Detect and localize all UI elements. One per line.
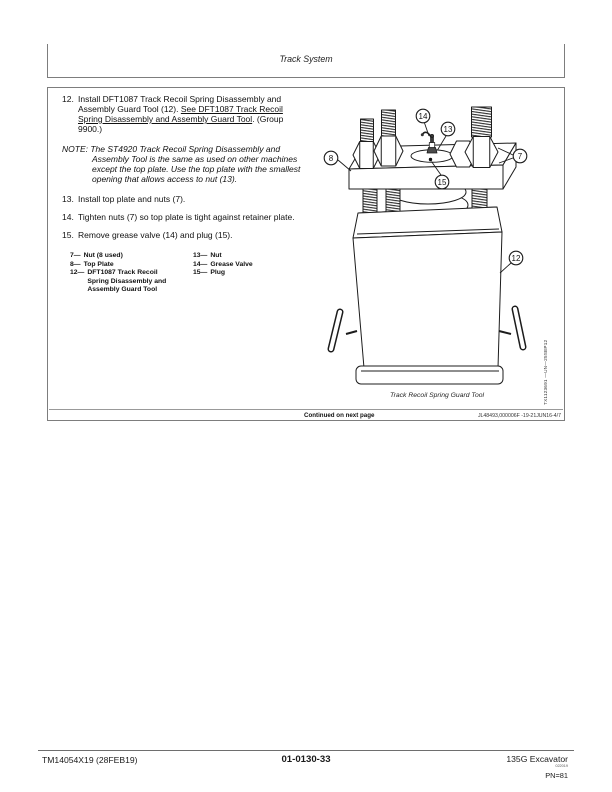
figure-caption: Track Recoil Spring Guard Tool (389, 392, 485, 399)
note-prefix: NOTE: (62, 144, 88, 154)
step-12 (62, 94, 305, 134)
callout-8 (324, 151, 338, 165)
page-title: Track System (279, 54, 333, 64)
step-text (78, 94, 305, 134)
step-number: 15. (62, 230, 74, 240)
footer-rule (38, 750, 574, 751)
note-block (62, 144, 305, 184)
header-bottom-rule (47, 77, 565, 78)
parts-legend (62, 252, 305, 295)
legend-column-2 (193, 252, 293, 295)
step-text: Install top plate and nuts (7). (78, 194, 186, 204)
legend-label: Plug (210, 269, 226, 276)
footer-right-block (506, 754, 568, 780)
legend-label: Nut (8 used) (83, 252, 123, 259)
svg-text:8: 8 (328, 153, 334, 163)
plug (429, 158, 432, 161)
legend-item (193, 269, 293, 278)
legend-item (70, 261, 193, 270)
svg-text:15: 15 (437, 177, 447, 187)
step-text: Remove grease valve (14) and plug (15). (78, 230, 233, 240)
legend-label: Nut (210, 252, 222, 259)
legend-number: 12— (70, 269, 85, 276)
stud-nut-left-back (353, 119, 380, 169)
legend-column-1 (70, 252, 193, 295)
document-id: JL48493,000006F -19-21JUN16-4/7 (477, 412, 561, 419)
stud-nut-right-front (465, 107, 498, 168)
footer-manual-id: TM14054X19 (28FEB19) (42, 755, 138, 765)
figure-image-id: TX1123691 —UN—25SEP12 (543, 339, 548, 405)
callout-14 (416, 109, 430, 123)
guard-box-base (356, 366, 503, 384)
footer-print-code: 022019 (555, 764, 568, 768)
callout-15 (435, 175, 449, 189)
legend-item (193, 261, 293, 270)
legend-item (193, 252, 293, 261)
step-12-text-before: Install DFT1087 Track Recoil Spring Disassembly and Assembly Guard Tool (12). (78, 94, 282, 114)
stud-nut-left-front (374, 110, 403, 166)
left-t-handle (331, 312, 357, 349)
legend-item (70, 269, 193, 295)
guard-box (353, 207, 503, 384)
callout-13 (441, 122, 455, 136)
callout-12 (509, 251, 523, 265)
svg-text:13: 13 (443, 124, 453, 134)
footer-pn: PN=81 (545, 771, 568, 780)
legend-label: Top Plate (83, 260, 114, 268)
step-number: 12. (62, 94, 74, 104)
step-text: Tighten nuts (7) so top plate is tight against retainer plate. (78, 212, 295, 222)
footer-model: 135G Excavator (506, 754, 568, 764)
callout-7 (513, 149, 527, 163)
step-15 (62, 230, 305, 240)
continued-note: Continued on next page (304, 412, 375, 419)
figure-track-recoil-spring-guard-tool (315, 95, 575, 410)
cross-reference-link[interactable]: See DFT1087 Track Recoil Spring Disassembly and Assembly Guard Tool (78, 104, 283, 124)
legend-item (70, 252, 193, 261)
step-14 (62, 212, 305, 222)
step-13 (62, 194, 305, 204)
note-text: The ST4920 Track Recoil Spring Disassembly and Assembly Tool is the same as used on other machines except the top plate. Use the top plate with the smallest opening that allows access to nut (13). (90, 144, 301, 184)
legend-label: Grease Valve (210, 260, 253, 268)
svg-text:7: 7 (517, 151, 523, 161)
step-number: 13. (62, 194, 74, 204)
legend-number: 7— (70, 252, 81, 259)
svg-text:14: 14 (418, 111, 428, 121)
step-number: 14. (62, 212, 74, 222)
legend-number: 8— (70, 260, 81, 268)
legend-number: 13— (193, 252, 208, 259)
instructions-column (62, 94, 305, 295)
step-12-text-after: . (Group 9900.) (78, 114, 284, 134)
footer-page-code: 01-0130-33 (281, 754, 331, 765)
legend-number: 15— (193, 269, 208, 276)
right-t-handle (499, 309, 523, 347)
svg-text:12: 12 (511, 253, 521, 263)
legend-label: DFT1087 Track Recoil Spring Disassembly and Assembly Guard Tool (87, 269, 167, 293)
legend-number: 14— (193, 260, 208, 268)
